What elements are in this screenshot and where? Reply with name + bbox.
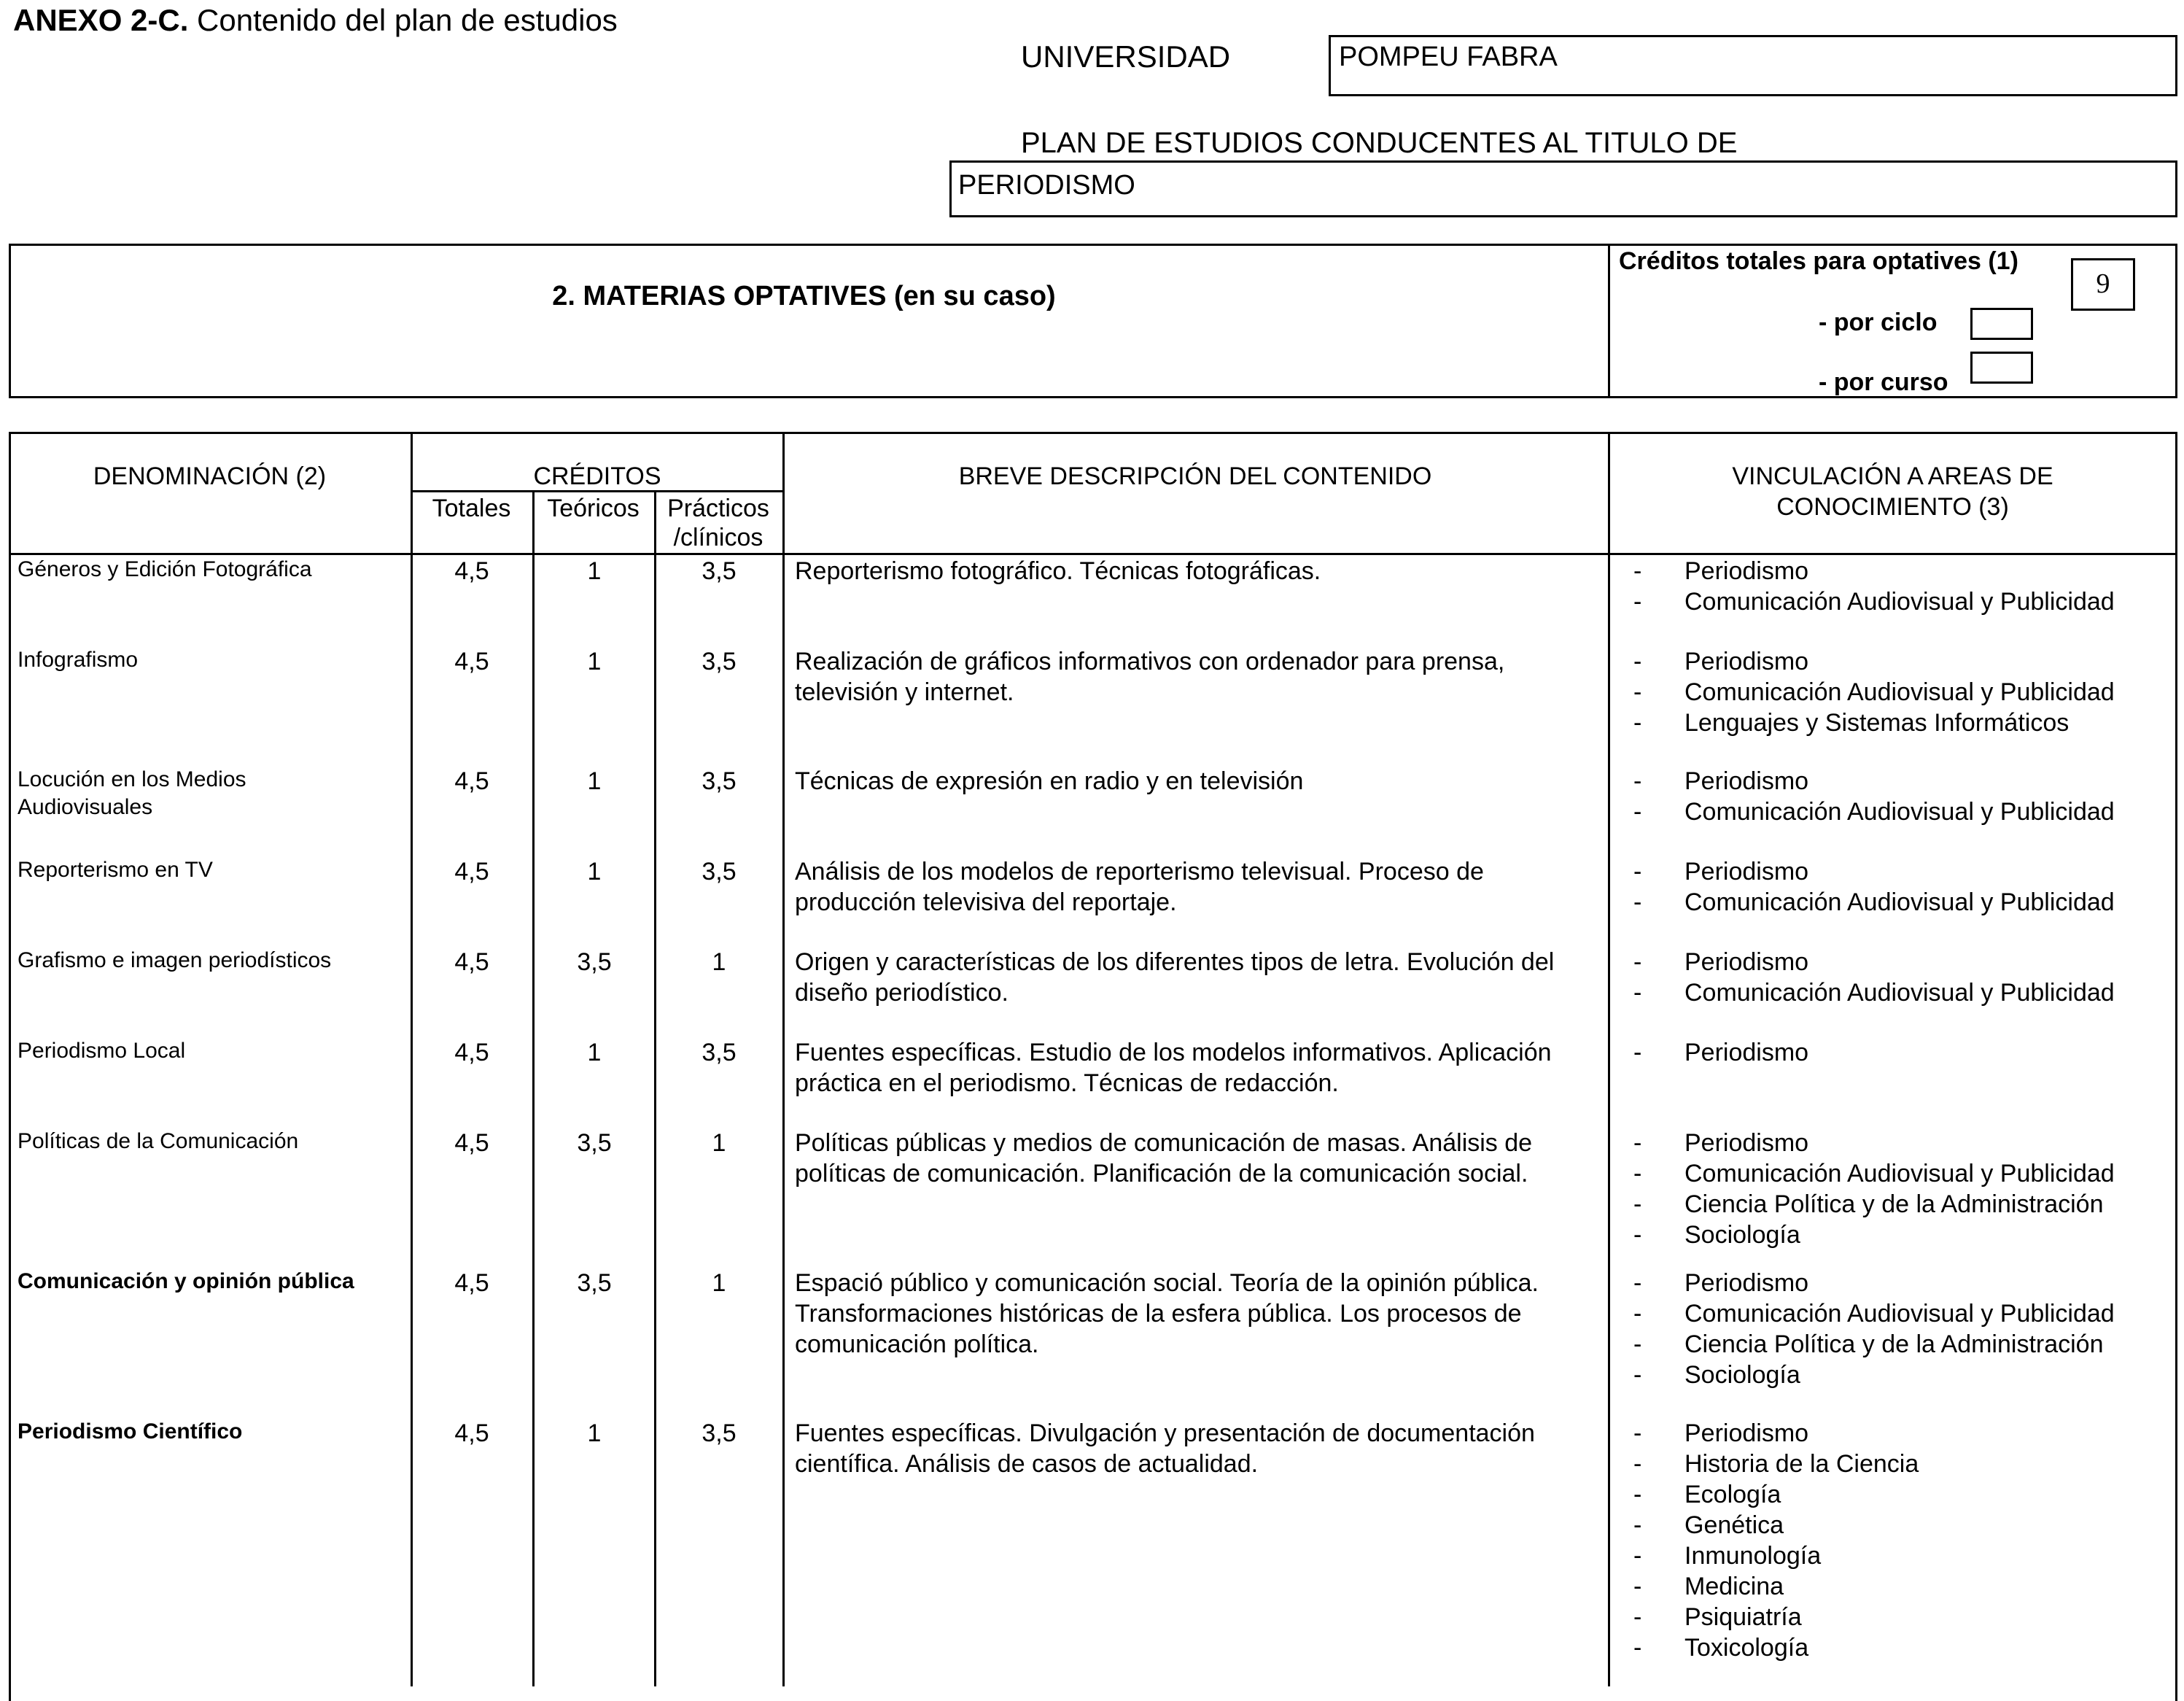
description-line: Técnicas de expresión en radio y en televisión (795, 767, 1304, 795)
list-dash: - (1633, 557, 1642, 585)
credits-teoricos: 1 (587, 767, 602, 795)
universidad-value: POMPEU FABRA (1339, 42, 1558, 72)
list-dash: - (1633, 1511, 1642, 1539)
subject-name (18, 766, 397, 821)
knowledge-area-label: Periodismo (1684, 767, 1809, 795)
subject-name-line: Políticas de la Comunicación (18, 1129, 299, 1153)
header-totales: Totales (432, 495, 511, 522)
knowledge-area-item (1633, 1158, 2173, 1189)
list-dash: - (1633, 1481, 1642, 1508)
subject-name (18, 556, 397, 584)
header-practicos: Prácticos (667, 495, 769, 522)
subject-description (795, 1418, 1597, 1479)
subject-name (18, 1268, 397, 1295)
knowledge-area-item (1633, 1128, 2173, 1158)
subject-name (18, 947, 397, 975)
list-dash: - (1633, 888, 1642, 916)
list-dash: - (1633, 1221, 1642, 1249)
description-line: Espació público y comunicación social. Teoría de la opinión pública. (795, 1269, 1539, 1297)
knowledge-area-item (1633, 977, 2173, 1008)
credits-practicos: 3,5 (702, 858, 737, 886)
knowledge-area-label: Toxicología (1684, 1634, 1809, 1662)
knowledge-area-label: Ciencia Política y de la Administración (1684, 1330, 2104, 1358)
header-conocimiento: CONOCIMIENTO (3) (1776, 493, 2009, 521)
credits-totales: 4,5 (454, 948, 489, 976)
list-dash: - (1633, 1603, 1642, 1631)
list-dash: - (1633, 979, 1642, 1007)
knowledge-area-label: Lenguajes y Sistemas Informáticos (1684, 709, 2070, 737)
header-denominacion: DENOMINACIÓN (2) (93, 462, 327, 490)
list-dash: - (1633, 1269, 1642, 1297)
knowledge-area-label: Inmunología (1684, 1542, 1822, 1570)
list-dash: - (1633, 1300, 1642, 1328)
plan-label: PLAN DE ESTUDIOS CONDUCENTES AL TITULO DE (1021, 127, 1738, 159)
subject-description (795, 1128, 1597, 1189)
credits-teoricos: 1 (587, 1419, 602, 1447)
knowledge-area-item (1633, 1479, 2173, 1510)
column-divider (1608, 432, 1610, 1686)
subject-name-line: Periodismo Local (18, 1039, 186, 1063)
knowledge-area-label: Periodismo (1684, 1039, 1809, 1066)
knowledge-area-label: Psiquiatría (1684, 1603, 1802, 1631)
credits-totales: 4,5 (454, 858, 489, 886)
por-curso-label: - por curso (1819, 368, 1948, 396)
knowledge-area-item (1633, 1298, 2173, 1329)
credits-totales: 4,5 (454, 767, 489, 795)
knowledge-area-item (1633, 856, 2173, 887)
knowledge-area-item (1633, 1510, 2173, 1541)
subject-name-line: Géneros y Edición Fotográfica (18, 557, 312, 581)
knowledge-area-item (1633, 1418, 2173, 1449)
header-bottom-line (9, 553, 2177, 555)
knowledge-area-item (1633, 1329, 2173, 1360)
subject-name-line: Locución en los Medios (18, 767, 246, 791)
knowledge-area-item (1633, 646, 2173, 677)
list-dash: - (1633, 1330, 1642, 1358)
subject-name (18, 1418, 397, 1446)
knowledge-area-label: Medicina (1684, 1573, 1784, 1600)
list-dash: - (1633, 1160, 1642, 1187)
description-line: diseño periodístico. (795, 979, 1009, 1007)
knowledge-area-item (1633, 1632, 2173, 1663)
list-dash: - (1633, 1450, 1642, 1478)
list-dash: - (1633, 798, 1642, 826)
credits-practicos: 3,5 (702, 767, 737, 795)
list-dash: - (1633, 1542, 1642, 1570)
knowledge-area-item (1633, 586, 2173, 617)
subject-name-line: Comunicación y opinión pública (18, 1269, 354, 1293)
credits-teoricos: 1 (587, 648, 602, 675)
knowledge-area-item (1633, 1189, 2173, 1220)
header-clinicos: /clínicos (673, 524, 763, 551)
list-dash: - (1633, 1419, 1642, 1447)
list-dash: - (1633, 648, 1642, 675)
knowledge-area-label: Genética (1684, 1511, 1784, 1539)
knowledge-area-item (1633, 1541, 2173, 1571)
list-dash: - (1633, 948, 1642, 976)
knowledge-area-item (1633, 556, 2173, 586)
list-dash: - (1633, 1634, 1642, 1662)
knowledge-area-item (1633, 677, 2173, 708)
knowledge-area-label: Historia de la Ciencia (1684, 1450, 1919, 1478)
knowledge-area-label: Comunicación Audiovisual y Publicidad (1684, 588, 2115, 616)
list-dash: - (1633, 1190, 1642, 1218)
knowledge-area-label: Periodismo (1684, 948, 1809, 976)
knowledge-area-item (1633, 766, 2173, 797)
subject-name (18, 856, 397, 884)
knowledge-area-label: Comunicación Audiovisual y Publicidad (1684, 1300, 2115, 1328)
credits-practicos: 3,5 (702, 557, 737, 585)
subject-description (795, 947, 1597, 1008)
subject-name-line: Infografismo (18, 648, 139, 672)
subject-name-line: Grafismo e imagen periodísticos (18, 948, 332, 972)
knowledge-areas-list (1633, 947, 2173, 1008)
knowledge-area-label: Comunicación Audiovisual y Publicidad (1684, 798, 2115, 826)
subject-description (795, 1037, 1597, 1099)
knowledge-area-label: Periodismo (1684, 1419, 1809, 1447)
subject-name (18, 646, 397, 674)
knowledge-area-label: Comunicación Audiovisual y Publicidad (1684, 1160, 2115, 1187)
column-divider (782, 432, 785, 1686)
subject-name (18, 1128, 397, 1155)
header-vinculacion: VINCULACIÓN A AREAS DE (1732, 462, 2053, 490)
anexo-subtitle: Contenido del plan de estudios (197, 3, 618, 37)
credits-totales: 4,5 (454, 1129, 489, 1157)
credits-totales: 4,5 (454, 1269, 489, 1297)
knowledge-area-item (1633, 947, 2173, 977)
knowledge-area-item (1633, 1360, 2173, 1390)
list-dash: - (1633, 1129, 1642, 1157)
knowledge-area-item (1633, 1268, 2173, 1298)
description-line: comunicación política. (795, 1330, 1039, 1358)
credits-practicos: 3,5 (702, 648, 737, 675)
knowledge-areas-list (1633, 1418, 2173, 1663)
por-curso-field (1970, 352, 2033, 384)
description-line: Realización de gráficos informativos con ordenador para prensa, (795, 648, 1505, 675)
knowledge-area-label: Comunicación Audiovisual y Publicidad (1684, 678, 2115, 706)
knowledge-area-label: Periodismo (1684, 1129, 1809, 1157)
knowledge-area-label: Ecología (1684, 1481, 1781, 1508)
credits-teoricos: 1 (587, 1039, 602, 1066)
por-ciclo-label: - por ciclo (1819, 309, 1938, 336)
subject-description (795, 1268, 1597, 1360)
description-line: Políticas públicas y medios de comunicación de masas. Análisis de (795, 1129, 1533, 1157)
subject-name-line: Reporterismo en TV (18, 858, 213, 882)
knowledge-area-label: Periodismo (1684, 648, 1809, 675)
creditos-totales-value: 9 (2096, 268, 2110, 299)
list-dash: - (1633, 858, 1642, 886)
credits-practicos: 1 (712, 948, 726, 976)
header-descripcion: BREVE DESCRIPCIÓN DEL CONTENIDO (958, 462, 1432, 490)
knowledge-area-item (1633, 1037, 2173, 1068)
credits-totales: 4,5 (454, 1039, 489, 1066)
knowledge-areas-list (1633, 556, 2173, 617)
list-dash: - (1633, 588, 1642, 616)
knowledge-areas-list (1633, 856, 2173, 918)
knowledge-area-label: Periodismo (1684, 1269, 1809, 1297)
plan-value: PERIODISMO (958, 170, 1135, 201)
anexo-label: ANEXO 2-C. (13, 3, 189, 37)
description-line: políticas de comunicación. Planificación de la comunicación social. (795, 1160, 1528, 1187)
knowledge-area-label: Sociología (1684, 1221, 1800, 1249)
knowledge-area-item (1633, 1220, 2173, 1250)
knowledge-area-label: Periodismo (1684, 858, 1809, 886)
description-line: Fuentes específicas. Divulgación y presentación de documentación (795, 1419, 1535, 1447)
credits-practicos: 3,5 (702, 1039, 737, 1066)
knowledge-areas-list (1633, 766, 2173, 827)
description-line: producción televisiva del reportaje. (795, 888, 1177, 916)
subject-name-line: Audiovisuales (18, 795, 153, 819)
list-dash: - (1633, 1039, 1642, 1066)
header-teoricos: Teóricos (547, 495, 640, 522)
credits-practicos: 1 (712, 1269, 726, 1297)
knowledge-areas-list (1633, 1268, 2173, 1390)
description-line: Análisis de los modelos de reporterismo televisual. Proceso de (795, 858, 1484, 886)
por-ciclo-field (1970, 308, 2033, 340)
subject-description (795, 646, 1597, 708)
list-dash: - (1633, 1573, 1642, 1600)
knowledge-area-label: Ciencia Política y de la Administración (1684, 1190, 2104, 1218)
knowledge-areas-list (1633, 1037, 2173, 1068)
knowledge-area-label: Sociología (1684, 1361, 1800, 1389)
description-line: científica. Análisis de casos de actualidad. (795, 1450, 1259, 1478)
document-title (13, 0, 618, 41)
credits-totales: 4,5 (454, 1419, 489, 1447)
list-dash: - (1633, 1361, 1642, 1389)
credits-totales: 4,5 (454, 648, 489, 675)
description-line: televisión y internet. (795, 678, 1014, 706)
subject-description (795, 556, 1597, 586)
credits-teoricos: 3,5 (577, 1269, 612, 1297)
subject-description (795, 766, 1597, 797)
section-title: 2. MATERIAS OPTATIVES (en su caso) (552, 281, 1056, 311)
knowledge-area-item (1633, 708, 2173, 738)
description-line: Reporterismo fotográfico. Técnicas fotográficas. (795, 557, 1321, 585)
credits-teoricos: 3,5 (577, 1129, 612, 1157)
list-dash: - (1633, 678, 1642, 706)
knowledge-area-item (1633, 887, 2173, 918)
header-creditos: CRÉDITOS (533, 462, 661, 490)
credits-practicos: 3,5 (702, 1419, 737, 1447)
knowledge-area-label: Periodismo (1684, 557, 1809, 585)
knowledge-area-item (1633, 797, 2173, 827)
subject-name (18, 1037, 397, 1065)
subject-description (795, 856, 1597, 918)
knowledge-areas-list (1633, 1128, 2173, 1250)
description-line: práctica en el periodismo. Técnicas de redacción. (795, 1069, 1339, 1097)
subject-name-line: Periodismo Científico (18, 1419, 243, 1444)
credits-totales: 4,5 (454, 557, 489, 585)
credits-practicos: 1 (712, 1129, 726, 1157)
knowledge-area-item (1633, 1602, 2173, 1632)
section-divider (1608, 244, 1610, 398)
description-line: Fuentes específicas. Estudio de los modelos informativos. Aplicación (795, 1039, 1552, 1066)
credits-teoricos: 3,5 (577, 948, 612, 976)
knowledge-area-label: Comunicación Audiovisual y Publicidad (1684, 979, 2115, 1007)
description-line: Transformaciones históricas de la esfera pública. Los procesos de (795, 1300, 1522, 1328)
credits-teoricos: 1 (587, 557, 602, 585)
description-line: Origen y características de los diferentes tipos de letra. Evolución del (795, 948, 1555, 976)
creditos-totales-label: Créditos totales para optatives (1) (1619, 247, 2018, 275)
knowledge-area-item (1633, 1571, 2173, 1602)
list-dash: - (1633, 767, 1642, 795)
knowledge-area-label: Comunicación Audiovisual y Publicidad (1684, 888, 2115, 916)
knowledge-areas-list (1633, 646, 2173, 738)
credits-teoricos: 1 (587, 858, 602, 886)
list-dash: - (1633, 709, 1642, 737)
universidad-label: UNIVERSIDAD (1021, 39, 1231, 74)
knowledge-area-item (1633, 1449, 2173, 1479)
